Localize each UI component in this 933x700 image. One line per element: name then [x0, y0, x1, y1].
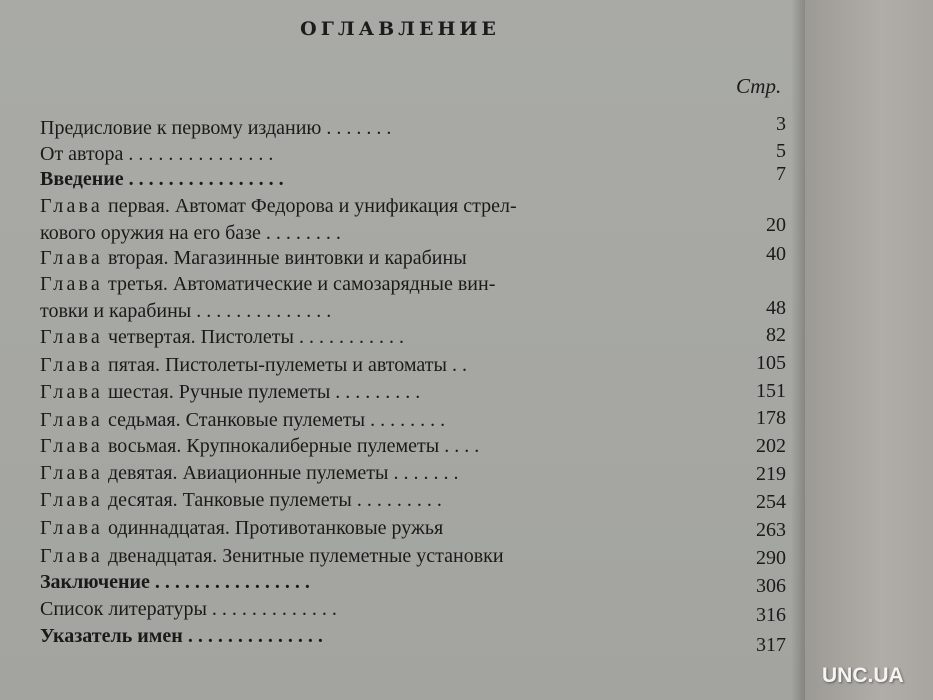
background-surface [805, 0, 933, 700]
toc-page-number: 3 [776, 113, 786, 135]
toc-page-number: 263 [756, 519, 786, 541]
chapter-prefix: Глава [40, 462, 103, 484]
toc-entry-text: одиннадцатая. Противотанковые ружья [102, 517, 444, 539]
toc-entry-text: кового оружия на его базе [40, 222, 261, 244]
toc-entry-text: третья. Автоматические и самозарядные вин- [102, 273, 496, 295]
page-column-label: Стр. [736, 74, 782, 98]
toc-entry-text: товки и карабины [40, 300, 192, 322]
toc-page-number: 40 [766, 243, 786, 265]
toc-entry [40, 221, 700, 245]
toc-entry-text: пятая. Пистолеты-пулеметы и автоматы [102, 354, 447, 376]
watermark-logo: UNC.UA [822, 664, 904, 687]
toc-entry-text: Список литературы [40, 598, 207, 620]
toc-entry-text: Заключение [40, 571, 150, 593]
toc-entry-text: Введение [40, 168, 124, 190]
toc-entry [40, 299, 700, 323]
toc-entry-dots: . . . . . . . . . . . [293, 326, 404, 348]
chapter-prefix: Глава [40, 326, 103, 348]
chapter-prefix: Глава [40, 409, 103, 431]
toc-entry [40, 194, 700, 218]
toc-entry [40, 325, 700, 349]
toc-entry-dots: . . . . . . . [321, 117, 392, 139]
toc-entry-dots: . . . . . . . [388, 462, 459, 484]
toc-page-number: 48 [766, 297, 786, 319]
toc-title: ОГЛАВЛЕНИЕ [300, 18, 500, 40]
toc-entry-text: Предисловие к первому изданию [40, 117, 322, 139]
toc-entry-dots: . . . . . . . . . . . . . . [182, 625, 323, 647]
toc-entry-dots: . . . . . . . . . [351, 489, 442, 511]
toc-entry-text: восьмая. Крупнокалиберные пулеметы [102, 435, 440, 457]
toc-page-number: 202 [756, 435, 786, 457]
toc-entry [40, 167, 700, 191]
toc-entry-dots: . . . . . . . . . . . . . . . . [149, 571, 310, 593]
toc-page-number: 20 [766, 214, 786, 236]
toc-entry-text: седьмая. Станковые пулеметы [102, 409, 366, 431]
toc-entry-text: четвертая. Пистолеты [102, 326, 294, 348]
toc-entry [40, 408, 700, 432]
chapter-prefix: Глава [40, 435, 103, 457]
chapter-prefix: Глава [40, 354, 103, 376]
chapter-prefix: Глава [40, 247, 103, 269]
toc-entry [40, 272, 700, 296]
toc-page-number: 178 [756, 407, 786, 429]
toc-entry-dots: . . . . . . . . . . . . . . [191, 300, 332, 322]
toc-entry-text: двенадцатая. Зенитные пулеметные установки [102, 545, 504, 567]
toc-entry [40, 570, 700, 594]
toc-page-number: 7 [776, 163, 786, 185]
toc-entry [40, 246, 700, 270]
toc-entry-text: вторая. Магазинные винтовки и карабины [102, 247, 467, 269]
toc-entry-dots: . . . . . . . . [365, 409, 446, 431]
toc-entry-text: первая. Автомат Федорова и унификация стрел- [102, 195, 517, 217]
toc-entry-dots: . . [446, 354, 467, 376]
toc-entry-text: шестая. Ручные пулеметы [102, 381, 331, 403]
toc-page-number: 105 [756, 352, 786, 374]
toc-entry [40, 142, 700, 166]
toc-entry [40, 597, 700, 621]
toc-entry-dots: . . . . . . . . . . . . . . . . [123, 168, 284, 190]
toc-page-number: 316 [756, 604, 786, 626]
chapter-prefix: Глава [40, 195, 103, 217]
toc-page-number: 317 [756, 634, 786, 656]
chapter-prefix: Глава [40, 273, 103, 295]
toc-entry-text: десятая. Танковые пулеметы [102, 489, 352, 511]
toc-entry-text: От автора [40, 143, 124, 165]
toc-entry-dots: . . . . . . . . . . . . . . . [123, 143, 274, 165]
chapter-prefix: Глава [40, 381, 103, 403]
chapter-prefix: Глава [40, 489, 103, 511]
toc-entry-dots: . . . . . . . . [260, 222, 341, 244]
toc-entry [40, 544, 700, 568]
toc-entry [40, 116, 700, 140]
toc-entry [40, 434, 700, 458]
toc-page-number: 306 [756, 575, 786, 597]
toc-page-number: 82 [766, 324, 786, 346]
toc-entry-dots: . . . . . . . . . . . . . [206, 598, 337, 620]
chapter-prefix: Глава [40, 545, 103, 567]
toc-entry [40, 380, 700, 404]
toc-entry [40, 353, 700, 377]
toc-page-number: 290 [756, 547, 786, 569]
toc-entry-text: девятая. Авиационные пулеметы [102, 462, 389, 484]
toc-page-number: 219 [756, 463, 786, 485]
toc-page-number: 151 [756, 380, 786, 402]
toc-entry-dots: . . . . . . . . . [330, 381, 421, 403]
toc-page-number: 254 [756, 491, 786, 513]
toc-entry [40, 488, 700, 512]
toc-entry [40, 516, 700, 540]
toc-page-number: 5 [776, 140, 786, 162]
toc-entry [40, 624, 700, 648]
toc-entry-text: Указатель имен [40, 625, 183, 647]
toc-entry-dots: . . . . [439, 435, 480, 457]
toc-entry [40, 461, 700, 485]
chapter-prefix: Глава [40, 517, 103, 539]
